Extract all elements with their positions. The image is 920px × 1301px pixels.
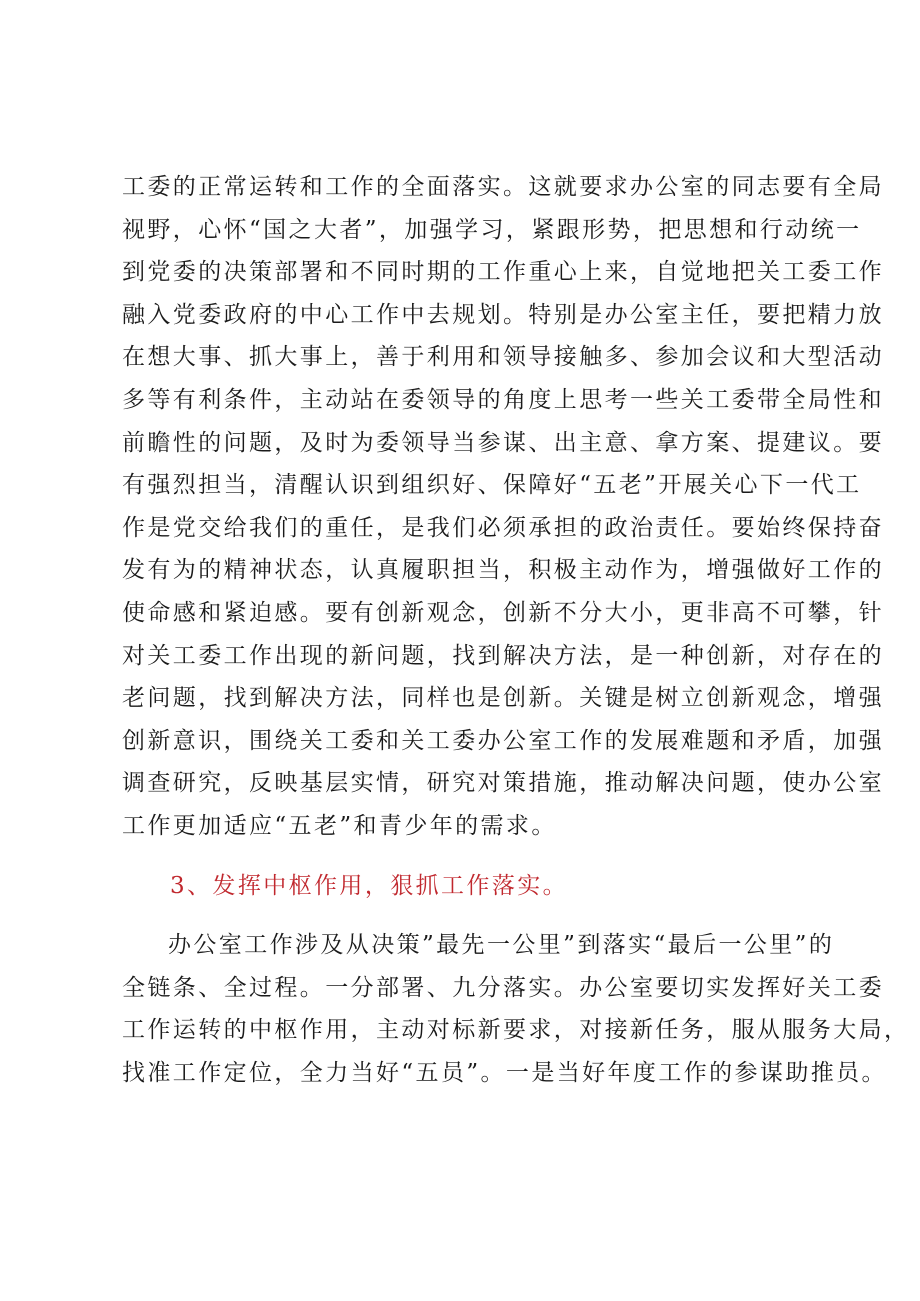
paragraph-line: 视野，心怀“国之大者”，加强学习，紧跟形势，把思想和行动统一 [122, 216, 862, 243]
paragraph-line: 作是党交给我们的重任，是我们必须承担的政治责任。要始终保持奋 [122, 514, 884, 541]
paragraph-line: 在想大事、抓大事上，善于利用和领导接触多、参加会议和大型活动 [122, 344, 884, 371]
paragraph-line: 多等有利条件，主动站在委领导的角度上思考一些关工委带全局性和 [122, 386, 884, 413]
paragraph-line: 到党委的决策部署和不同时期的工作重心上来，自觉地把关工委工作 [122, 259, 884, 286]
paragraph-line: 对关工委工作出现的新问题，找到解决方法，是一种创新，对存在的 [122, 642, 884, 669]
paragraph-line: 调查研究，反映基层实情，研究对策措施，推动解决问题，使办公室 [122, 770, 884, 797]
paragraph-line: 办公室工作涉及从决策”最先一公里”到落实“最后一公里”的 [168, 932, 835, 958]
paragraph-line: 创新意识，围绕关工委和关工委办公室工作的发展难题和矛盾，加强 [122, 727, 884, 754]
paragraph-line: 工作运转的中枢作用，主动对标新要求，对接新任务，服从服务大局， [122, 1017, 910, 1044]
paragraph-line: 工作更加适应“五老”和青少年的需求。 [122, 812, 557, 839]
paragraph-line: 融入党委政府的中心工作中去规划。特别是办公室主任，要把精力放 [122, 301, 884, 328]
section-heading: 3、发挥中枢作用，狠抓工作落实。 [170, 873, 569, 899]
paragraph-line: 全链条、全过程。一分部署、九分落实。办公室要切实发挥好关工委 [122, 974, 884, 1001]
paragraph-line: 发有为的精神状态，认真履职担当，积极主动作为，增强做好工作的 [122, 557, 884, 584]
paragraph-line: 老问题，找到解决方法，同样也是创新。关键是树立创新观念，增强 [122, 685, 884, 712]
paragraph-continuation [122, 166, 884, 848]
section-paragraph [122, 924, 910, 1094]
paragraph-line: 使命感和紧迫感。要有创新观念，创新不分大小，更非高不可攀，针 [122, 599, 884, 626]
paragraph-line: 前瞻性的问题，及时为委领导当参谋、出主意、拿方案、提建议。要 [122, 429, 884, 456]
paragraph-line: 有强烈担当，清醒认识到组织好、保障好“五老”开展关心下一代工 [122, 472, 862, 499]
paragraph-line: 工委的正常运转和工作的全面落实。这就要求办公室的同志要有全局 [122, 174, 884, 200]
paragraph-line: 找准工作定位，全力当好“五员”。一是当好年度工作的参谋助推员。 [122, 1059, 887, 1086]
